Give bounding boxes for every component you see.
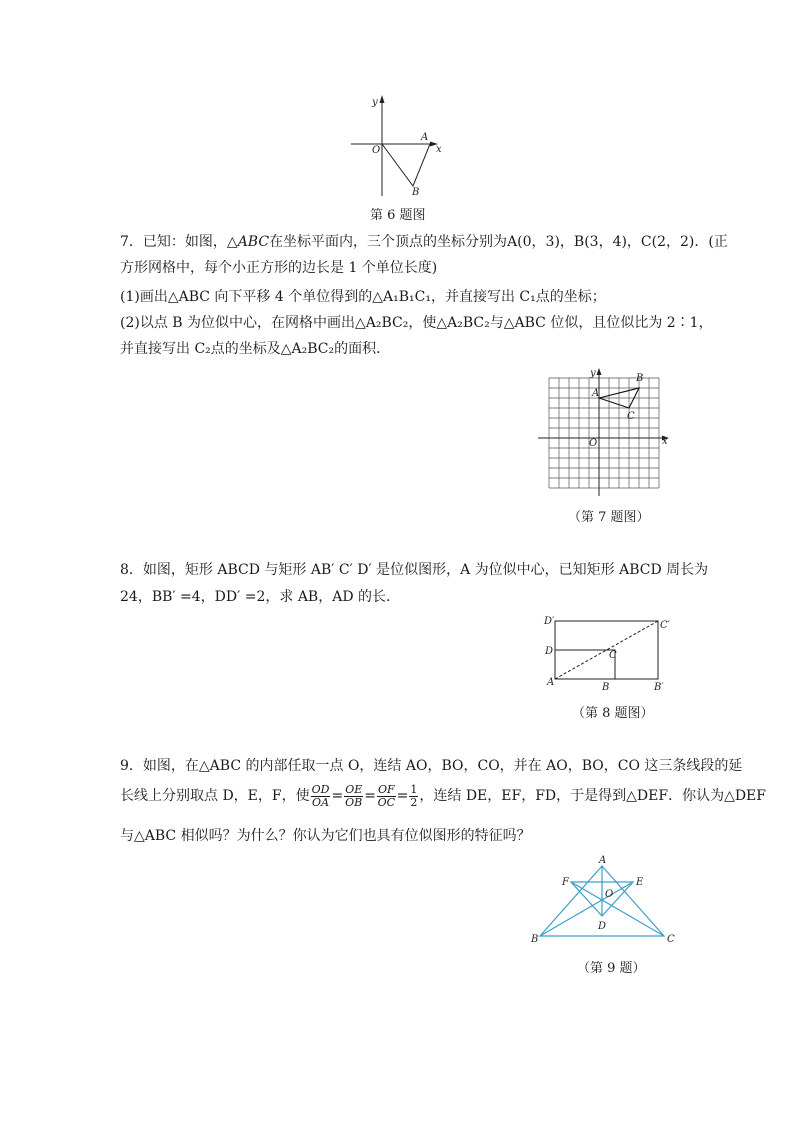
q8-label-d1: D′ [544,616,555,627]
q8-label-d: D [545,646,554,657]
q9-frac-of-oc: $\frac{OF}{OC}$ [377,782,396,809]
q9-label-o: O [605,889,614,900]
q9-label-f: F [562,877,569,888]
q8-rect-small [555,650,615,679]
q9-label-e: E [636,877,644,888]
q6-label-y: y [372,97,378,108]
q7-label-y: y [590,368,596,379]
q7-line2: 方形网格中，每个小正方形的边长是 1 个单位长度) [120,260,438,276]
q9-line2: 长线上分别取点 D，E，F，使 $\frac{OD}{OA}$ = $\frac{OE}{OB}$ = $\frac{OF}{OC}$ = $\frac{1}{2}$ ，连结 DE，EF，FD，于是得到△DEF．你认为△DEF [120,782,766,809]
q9-frac-half: $\frac{1}{2}$ [410,782,418,809]
q6-figure [345,92,445,200]
q7-label-b: B [636,373,644,384]
q6-y-arrow-icon [380,95,385,103]
q8-figure [540,610,680,694]
q6-label-a: A [421,132,429,143]
q7-label-a: A [592,388,600,399]
q6-label-o: O [372,145,381,156]
q7-label-c: C [627,411,635,422]
q8-caption: （第 8 题图） [572,706,654,721]
q6-caption: 第 6 题图 [370,208,426,223]
q7-figure [538,366,672,496]
q7-caption: （第 7 题图） [568,510,650,525]
q9-frac-oe-ob: $\frac{OE}{OB}$ [345,782,363,809]
q9-label-b: B [531,934,539,945]
q9-label-a: A [599,855,607,866]
q8-line1: 8．如图，矩形 ABCD 与矩形 AB′ C′ D′ 是位似图形，A 为位似中心，已知矩形 ABCD 周长为 [120,562,709,578]
q7-part2: (2)以点 B 为位似中心，在网格中画出△A₂BC₂，使△A₂BC₂与△ABC 位似，且位似比为 2∶1， [120,315,713,331]
q7-part1: (1)画出△ABC 向下平移 4 个单位得到的△A₁B₁C₁，并直接写出 C₁点的坐标； [120,289,606,305]
q7-label-o: O [589,438,598,449]
q6-label-b: B [412,187,420,198]
q8-label-c1: C′ [660,620,670,631]
q9-line1: 9．如图，在△ABC 的内部任取一点 O，连结 AO，BO，CO，并在 AO，BO，CO 这三条线段的延 [120,758,743,774]
q8-line2: 24，BB′ =4，DD′ =2，求 AB，AD 的长． [120,589,401,605]
q9-segment-be [540,882,633,936]
q9-line3: 与△ABC 相似吗？为什么？你认为它们也具有位似图形的特征吗？ [120,828,531,844]
q9-figure [528,852,680,950]
q9-label-d: D [598,921,607,932]
q6-triangle [382,144,430,186]
q8-label-b: B [602,682,610,693]
q8-label-c: C [609,650,617,661]
q8-label-a: A [547,677,555,688]
q7-part2-cont: 并直接写出 C₂点的坐标及△A₂BC₂的面积． [120,341,391,357]
q9-caption: （第 9 题） [577,961,646,976]
q9-label-c: C [667,934,675,945]
q7-label-x: x [662,436,668,447]
q6-label-x: x [436,144,442,155]
q7-y-arrow-icon [597,368,602,375]
q9-frac-od-oa: $\frac{OD}{OA}$ [311,782,330,809]
q7-grid [549,378,659,488]
q9-segment-cf [571,882,664,936]
q8-label-b1: B′ [654,682,664,693]
q7-line1: 7．已知：如图，△ABC在坐标平面内，三个顶点的坐标分别为A(0，3)，B(3，4)，C(2，2)．(正 [120,234,728,250]
